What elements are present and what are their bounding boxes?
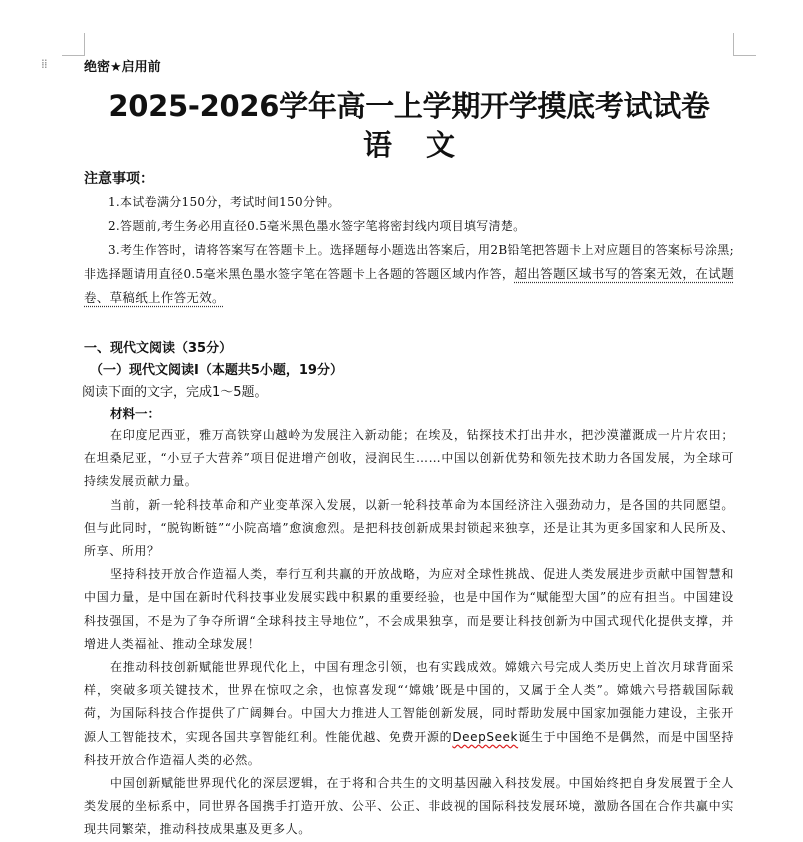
material-label: 材料一： [110, 406, 161, 421]
paragraph-1: 在印度尼西亚，雅万高铁穿山越岭为发展注入新动能；在埃及，钻探技术打出井水，把沙漠灌溉成一片片农田；在坦桑尼亚，“小豆子大营养”项目促进增产创收，浸润民生……中国以创新优势和领先技术助力各国发展，为全球可持续发展贡献力量。 [84, 428, 734, 489]
paragraph-5: 中国创新赋能世界现代化的深层逻辑，在于将和合共生的文明基因融入科技发展。中国始终把自身发展置于全人类发展的坐标系中，同世界各国携手打造开放、公平、公正、非歧视的国际科技发展环境，激励各国在合作共赢中实现共同繁荣，推动科技成果惠及更多人。 [84, 776, 734, 837]
paragraph-3: 坚持科技开放合作造福人类，奉行互利共赢的开放战略，为应对全球性挑战、促进人类发展进步贡献中国智慧和中国力量，是中国在新时代科技事业发展实践中积累的重要经验，也是中国作为“赋能型大国”的应有担当。中国建设科技强国，不是为了争夺所谓“全球科技主导地位”，不会成果独享，而是要让科技创新为中国式现代化提供支撑，并增进人类福祉、推动全球发展！ [84, 567, 734, 651]
notice-item-1: 1.本试卷满分150分，考试时间150分钟。 [108, 195, 340, 209]
notice-item-3-emphasis: 超出答题区域书写的答案无效，在试题卷、草稿纸上作答无效。 [84, 266, 734, 305]
notice-heading: 注意事项： [84, 171, 154, 187]
subject-title: 语 文 [362, 128, 456, 162]
crop-mark-top-left [62, 33, 85, 56]
crop-mark-top-right [733, 33, 756, 56]
paragraph-2: 当前，新一轮科技革命和产业变革深入发展，以新一轮科技革命为本国经济注入强劲动力，是各国的共同愿望。但与此同时，“脱钩断链”“小院高墙”愈演愈烈。是把科技创新成果封锁起来独享，还是让其为更多国家和人民所及、所享、所用？ [84, 497, 734, 559]
spellcheck-word[interactable]: DeepSeek [452, 729, 519, 744]
notice-item-2: 2.答题前,考生务必用直径0.5毫米黑色墨水签字笔将密封线内项目填写清楚。 [108, 219, 526, 233]
subsection-heading: （一）现代文阅读Ⅰ（本题共5小题，19分） [90, 363, 343, 378]
document-content [84, 58, 734, 842]
section-heading: 一、现代文阅读（35分） [84, 341, 233, 356]
reading-instruction: 阅读下面的文字，完成1～5题。 [82, 385, 268, 400]
drag-handle-icon[interactable]: ⁞⁞ [41, 57, 47, 71]
paragraph-4 [84, 656, 734, 772]
paragraph-4-text-b: 诞生于中国绝不是偶然，而是中国坚持科技开放合作造福人类的必然。 [84, 729, 735, 767]
paragraph-4-text-a: 在推动科技创新赋能世界现代化上，中国有理念引领，也有实践成效。嫦娥六号完成人类历史上首次月球背面采样，突破多项关键技术，世界在惊叹之余，也惊喜发现“‘嫦娥’既是中国的，又属于全人类”。嫦娥六号搭载国际载荷，为国际科技合作提供了广阔舞台。中国大力推进人工智能创新发展，同时帮助发展中国家加强能力建设，主张开源人工智能技术，实现各国共享智能红利。性能优越、免费开源的 [84, 660, 734, 744]
exam-title: 2025-2026学年高一上学期开学摸底考试试卷 [108, 89, 710, 123]
secret-label: 绝密★启用前 [84, 60, 161, 75]
notice-item-3-text: 3.考生作答时，请将答案写在答题卡上。选择题每小题选出答案后，用2B铅笔把答题卡上对应题目的答案标号涂黑;非选择题请用直径0.5毫米黑色墨水签字笔在答题卡上各题的答题区域内作答， [84, 243, 734, 281]
notice-item-3 [84, 238, 734, 310]
